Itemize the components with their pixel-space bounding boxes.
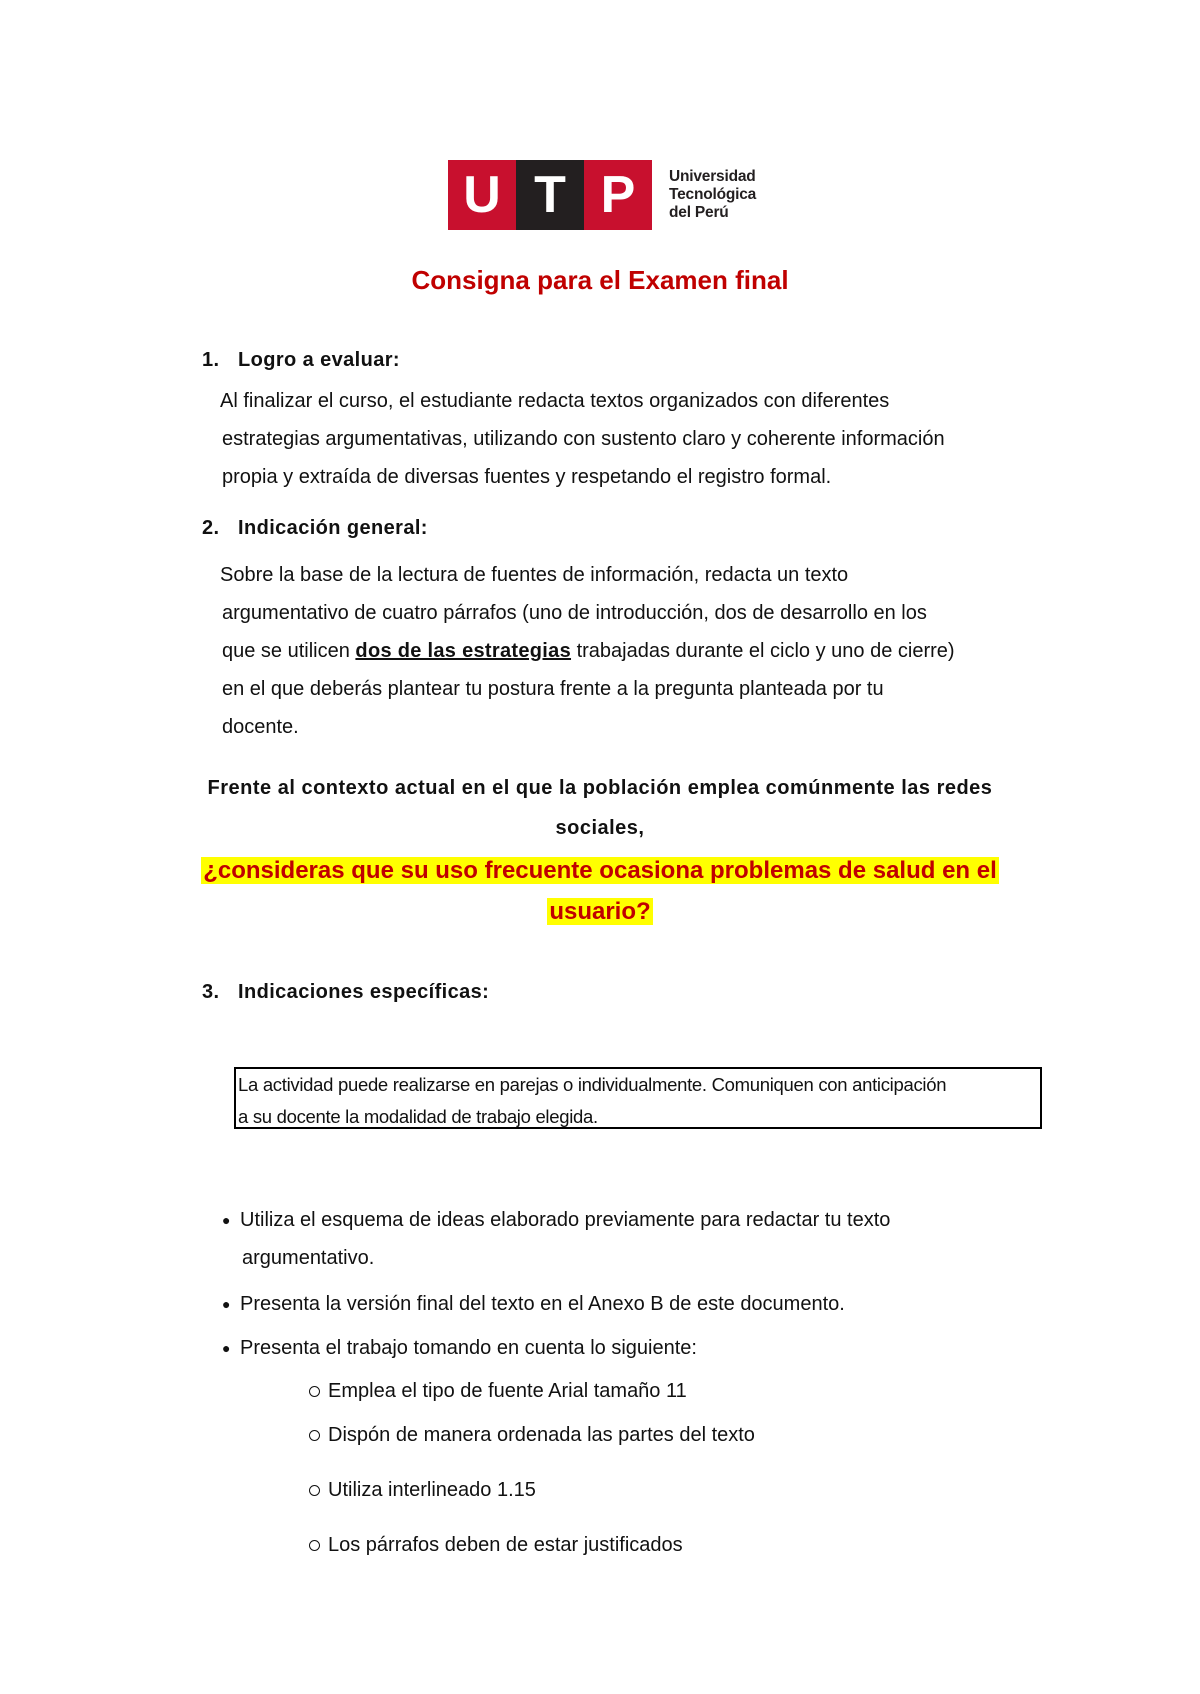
paragraph-line: docente. <box>222 716 299 738</box>
list-item-text: Utiliza el esquema de ideas elaborado previamente para redactar tu texto <box>240 1209 891 1231</box>
list-item <box>222 1201 890 1277</box>
section-number: 2. <box>202 517 220 539</box>
utp-logo <box>448 160 756 230</box>
section-heading-especificas <box>202 981 489 1004</box>
circle-bullet-icon <box>309 1485 320 1496</box>
logo-name-line: Universidad <box>669 168 756 185</box>
circle-bullet-icon <box>309 1540 320 1551</box>
list-item-text: argumentativo. <box>242 1247 375 1269</box>
list-item <box>222 1285 845 1323</box>
context-line: Frente al contexto actual en el que la población emplea comúnmente las redes <box>207 777 993 799</box>
sub-list-item <box>309 1380 687 1403</box>
sub-list-item <box>309 1534 683 1557</box>
circle-bullet-icon <box>309 1386 320 1397</box>
section-paragraph-logro <box>222 382 1042 496</box>
sub-list-item-text: Utiliza interlineado 1.15 <box>328 1479 536 1501</box>
logo-name-line: del Perú <box>669 204 729 221</box>
section-number: 1. <box>202 349 220 371</box>
section-title: Logro a evaluar: <box>238 349 400 371</box>
logo-letter-u: U <box>448 160 516 230</box>
list-item-text: Presenta el trabajo tomando en cuenta lo siguiente: <box>240 1337 697 1359</box>
sub-list-item-text: Dispón de manera ordenada las partes del texto <box>328 1424 755 1446</box>
bullet-icon: ● <box>222 1296 231 1312</box>
section-heading-indicacion <box>202 517 428 540</box>
sub-list-item <box>309 1424 755 1447</box>
question-line: ¿consideras que su uso frecuente ocasiona problemas de salud en el <box>203 857 997 884</box>
logo-university-name <box>669 168 756 222</box>
section-number: 3. <box>202 981 220 1003</box>
paragraph-line-with-emphasis <box>222 632 1042 670</box>
section-heading-logro <box>202 349 400 372</box>
bullet-icon: ● <box>222 1340 231 1356</box>
sub-list-item-text: Emplea el tipo de fuente Arial tamaño 11 <box>328 1380 687 1402</box>
sub-list-item <box>309 1479 536 1502</box>
emphasis-text: dos de las estrategias <box>355 640 572 662</box>
bullet-icon: ● <box>222 1212 231 1228</box>
list-item <box>222 1329 697 1367</box>
section-title: Indicación general: <box>238 517 428 539</box>
context-line: sociales, <box>555 817 645 839</box>
paragraph-line: propia y extraída de diversas fuentes y respetando el registro formal. <box>222 466 832 488</box>
sub-list-item-text: Los párrafos deben de estar justificados <box>328 1534 683 1556</box>
logo-letter-p: P <box>584 160 652 230</box>
exam-question <box>0 850 1200 932</box>
paragraph-text: trabajadas durante el ciclo y uno de cierre) <box>571 640 955 662</box>
paragraph-line: Al finalizar el curso, el estudiante redacta textos organizados con diferentes <box>220 390 890 412</box>
context-statement <box>0 768 1200 848</box>
paragraph-text: que se utilicen <box>222 640 356 662</box>
paragraph-line: en el que deberás plantear tu postura frente a la pregunta planteada por tu <box>222 678 884 700</box>
logo-letter-t: T <box>516 160 584 230</box>
logo-name-line: Tecnológica <box>669 186 757 203</box>
paragraph-line: Sobre la base de la lectura de fuentes de información, redacta un texto <box>220 564 849 586</box>
note-line: a su docente la modalidad de trabajo elegida. <box>238 1106 598 1127</box>
circle-bullet-icon <box>309 1430 320 1441</box>
page-title: Consigna para el Examen final <box>411 265 789 295</box>
note-line: La actividad puede realizarse en parejas o individualmente. Comuniquen con anticipación <box>238 1074 947 1095</box>
section-paragraph-indicacion <box>222 556 1042 746</box>
note-box <box>234 1067 1042 1129</box>
paragraph-line: estrategias argumentativas, utilizando con sustento claro y coherente información <box>222 428 945 450</box>
paragraph-line: argumentativo de cuatro párrafos (uno de introducción, dos de desarrollo en los <box>222 602 927 624</box>
list-item-text: Presenta la versión final del texto en el Anexo B de este documento. <box>240 1293 845 1315</box>
question-line: usuario? <box>549 898 651 925</box>
section-title: Indicaciones específicas: <box>238 981 490 1003</box>
